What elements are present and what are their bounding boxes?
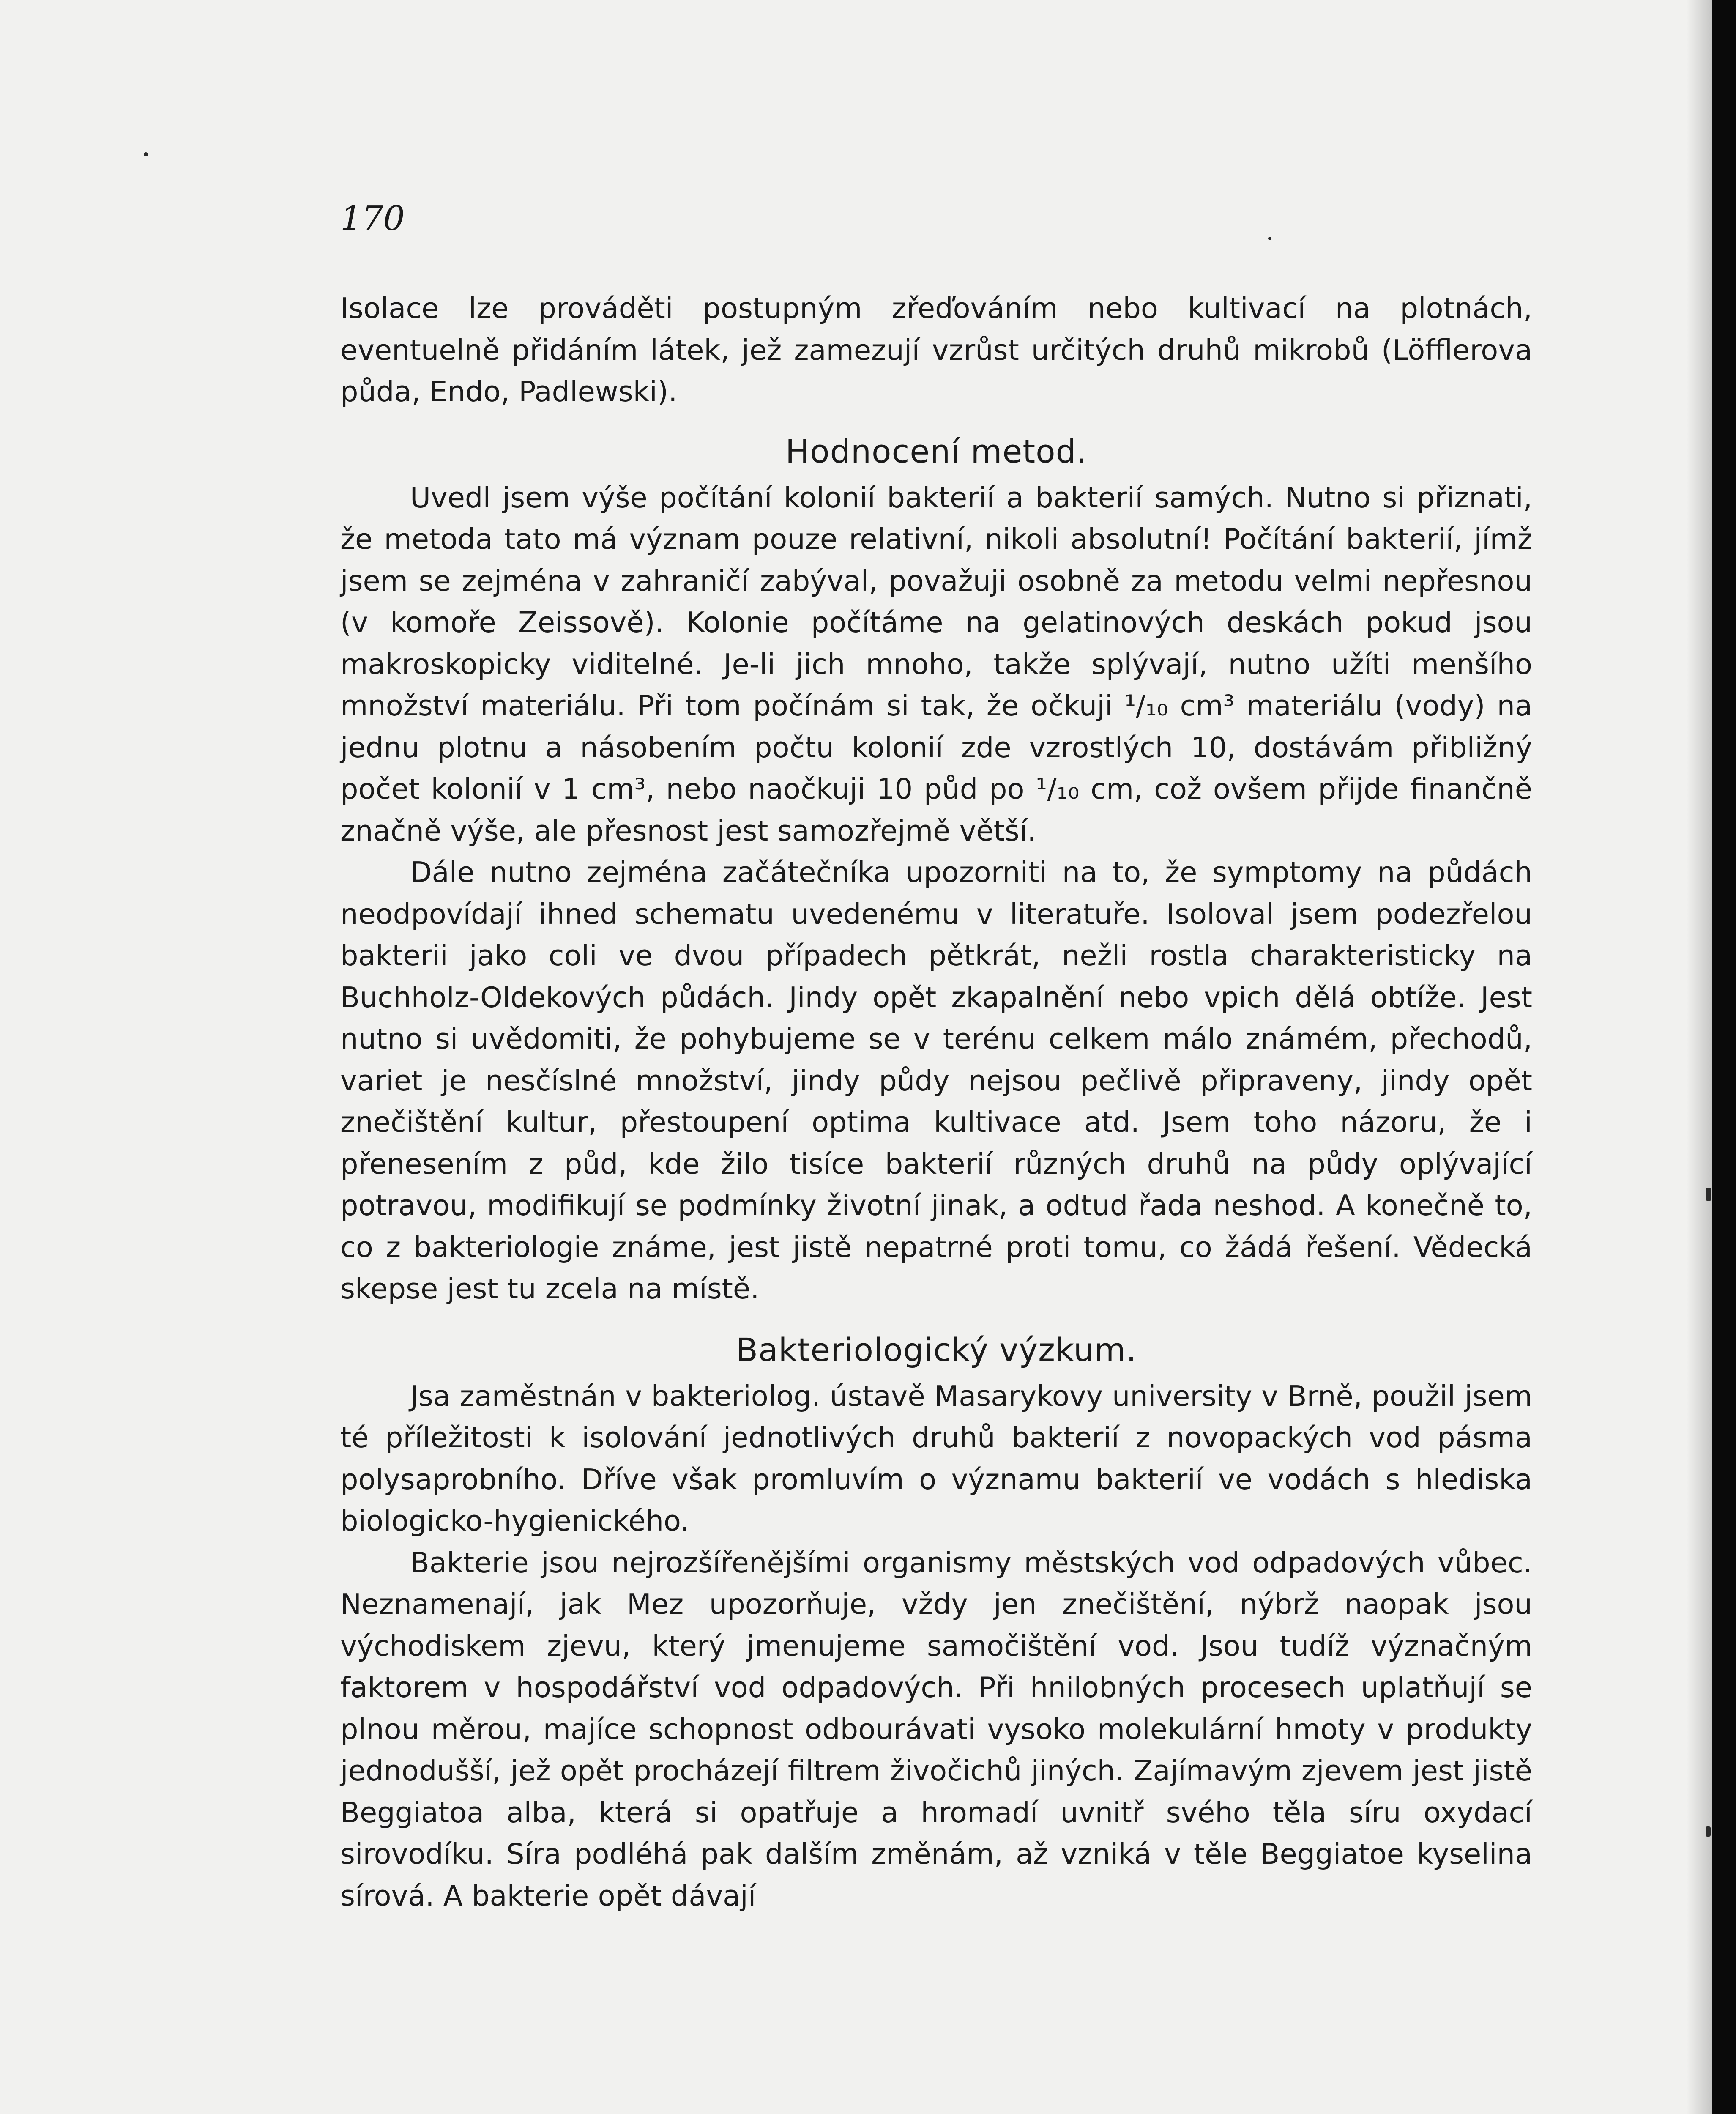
- page-edge-shadow: [1687, 0, 1712, 2114]
- body-text: [340, 288, 1532, 1917]
- scan-speck: [1268, 237, 1271, 240]
- paragraph-pocitani-kolonii: Uvedl jsem výše počítání kolonií bakterií a bakterií samých. Nutno si přiznati, že metoda tato má význam pouze relativní, nikoli absolutní! Počítání bakterií, jímž jsem se zejména v zahraničí zabýval, považuji osobně za metodu velmi nepřesnou (v komoře Zeissově). Kolonie počítáme na gelatinových deskách pokud jsou makroskopicky viditelné. Je-li jich mnoho, takže splývají, nutno užíti menšího množství materiálu. Při tom počínám si tak, že očkuji ¹/₁₀ cm³ materiálu (vody) na jednu plotnu a násobením počtu kolonií zde vzrostlých 10, dostávám přibližný počet kolonií v 1 cm³, nebo naočkuji 10 půd po ¹/₁₀ cm, což ovšem přijde finančně značně výše, ale přesnost jest samozřejmě větší.: [340, 481, 1532, 847]
- scan-speck: [144, 152, 148, 156]
- scan-speck: [1706, 1826, 1711, 1837]
- scan-speck: [1706, 1188, 1711, 1201]
- paragraph-bakterie: Bakterie jsou nejrozšířenějšími organismy městských vod odpadových vůbec. Neznamenají, jak Mez upozorňuje, vždy jen znečištění, nýbrž naopak jsou východiskem zjevu, který jmenujeme samočištění vod. Jsou tudíž význačným faktorem v hospodářství vod odpadových. Při hnilobných procesech uplatňují se plnou měrou, majíce schopnost odbourávati vysoko molekulární hmoty v produkty jednodušší, jež opět procházejí filtrem živočichů jiných. Zajímavým zjevem jest jistě Beggiatoa alba, která si opatřuje a hromadí uvnitř svého těla síru oxydací sirovodíku. Síra podléhá pak dalším změnám, až vzniká v těle Beggiatoe kyselina sírová. A bakterie opět dávají: [340, 1546, 1532, 1912]
- heading-bakteriologicky-vyzkum: Bakteriologický výzkum.: [735, 1331, 1137, 1369]
- paragraph-symptomy: Dále nutno zejména začátečníka upozorniti na to, že symptomy na půdách neodpovídají ihned schematu uvedenému v literatuře. Isoloval jsem podezřelou bakterii jako coli ve dvou případech pětkrát, nežli rostla charakteristicky na Buchholz-Oldekových půdách. Jindy opět zkapalnění nebo vpich dělá obtíže. Jest nutno si uvědomiti, že pohybujeme se v terénu celkem málo známém, přechodů, variet je nesčíslné množství, jindy půdy nejsou pečlivě připraveny, jindy opět znečištění kultur, přestoupení optima kultivace atd. Jsem toho názoru, že i přenesením z půd, kde žilo tisíce bakterií různých druhů na půdy oplývající potravou, modifikují se podmínky životní jinak, a odtud řada neshod. A konečně to, co z bakteriologie známe, jest jistě nepatrné proti tomu, co žádá řešení. Vědecká skepse jest tu zcela na místě.: [340, 856, 1532, 1305]
- page-number: 170: [340, 199, 405, 238]
- paragraph-isolace: Isolace lze prováděti postupným zřeďováním nebo kultivací na plotnách, eventuelně přidáním látek, jež zamezují vzrůst určitých druhů mikrobů (Löfflerova půda, Endo, Padlewski).: [340, 292, 1532, 408]
- heading-hodnoceni-metod: Hodnocení metod.: [785, 432, 1088, 470]
- paragraph-isolovani: Jsa zaměstnán v bakteriolog. ústavě Masarykovy university v Brně, použil jsem té příležitosti k isolování jednotlivých druhů bakterií z novopackých vod pásma polysaprobního. Dříve však promluvím o významu bakterií ve vodách s hlediska biologicko-hygienického.: [340, 1379, 1532, 1537]
